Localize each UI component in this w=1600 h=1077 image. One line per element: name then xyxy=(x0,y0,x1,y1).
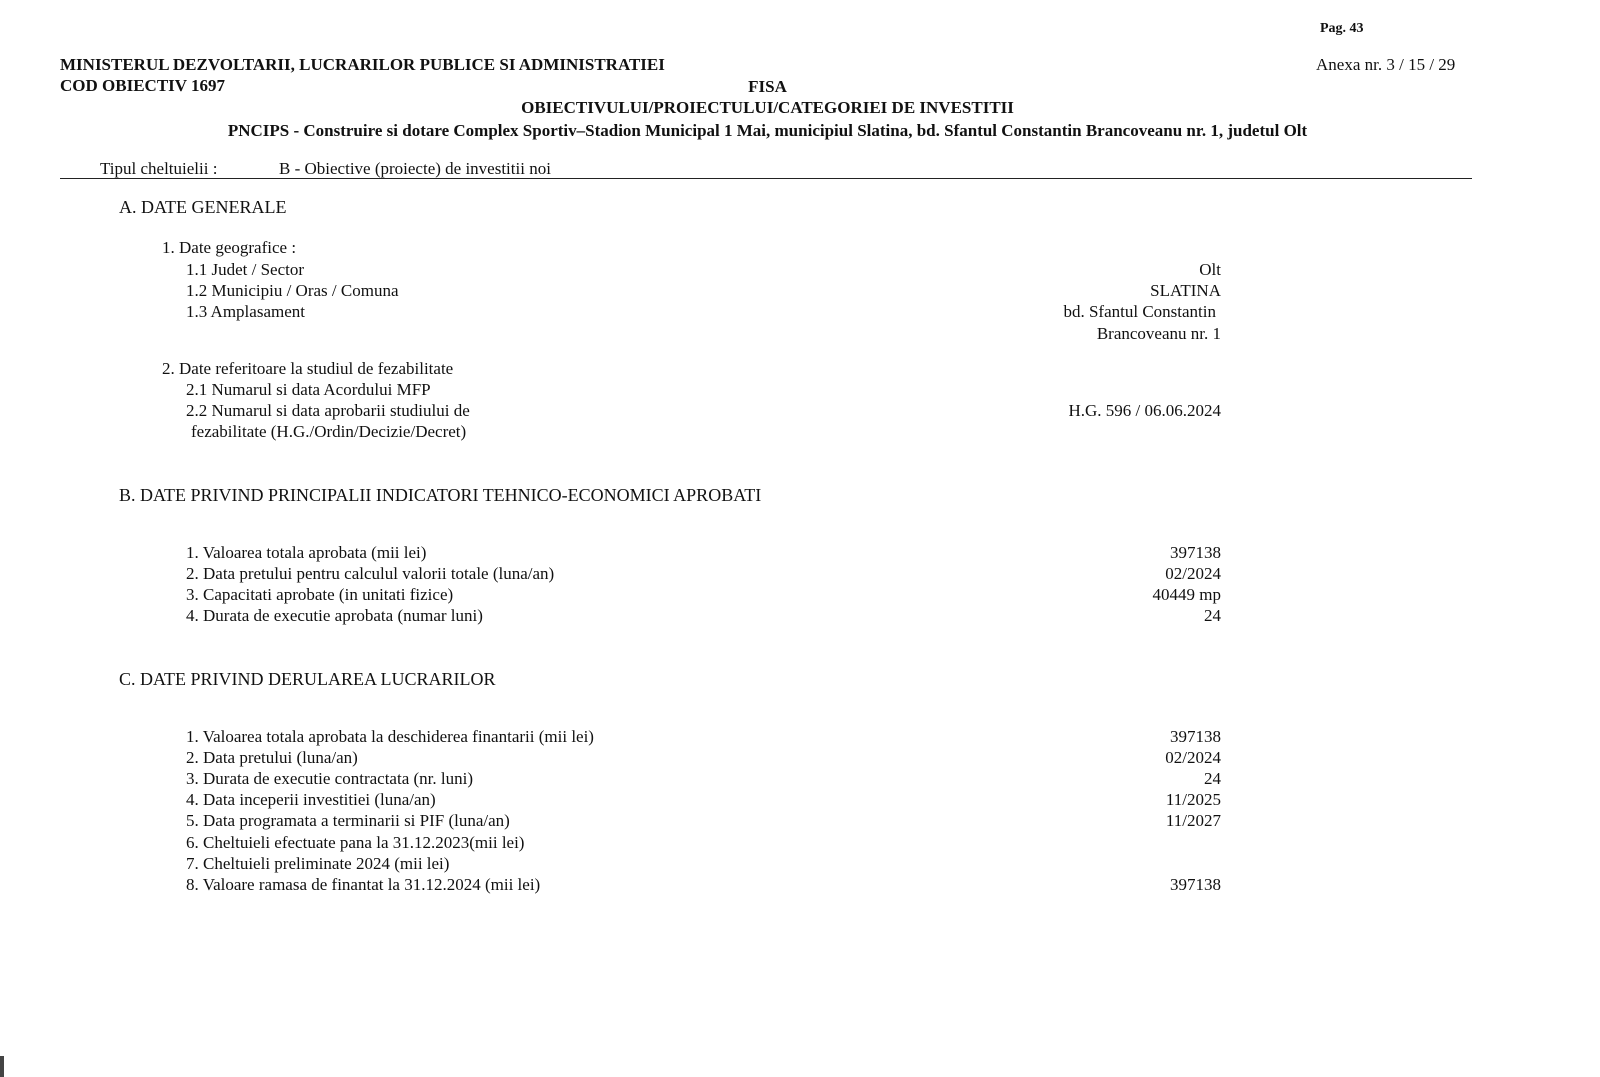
section-c-row-value: 397138 xyxy=(1170,727,1221,746)
section-c-row-value: 11/2027 xyxy=(1165,811,1221,830)
city-value: SLATINA xyxy=(1150,281,1221,300)
section-c-row-label: 2. Data pretului (luna/an) xyxy=(186,748,358,767)
section-c-row-label: 1. Valoarea totala aprobata la deschiderea finantarii (mii lei) xyxy=(186,727,594,746)
expense-type-label: Tipul cheltuielii : xyxy=(100,159,218,178)
objective-code: COD OBIECTIV 1697 xyxy=(60,76,225,95)
section-c-title: C. DATE PRIVIND DERULAREA LUCRARILOR xyxy=(119,669,496,689)
edge-scan-mark xyxy=(0,1056,4,1077)
section-c-row-label: 3. Durata de executie contractata (nr. luni) xyxy=(186,769,473,788)
section-b-row-label: 4. Durata de executie aprobata (numar luni) xyxy=(186,606,483,625)
approval-value: H.G. 596 / 06.06.2024 xyxy=(1068,401,1221,420)
city-label: 1.2 Municipiu / Oras / Comuna xyxy=(186,281,399,300)
county-label: 1.1 Judet / Sector xyxy=(186,260,305,279)
expense-type-value: B - Obiective (proiecte) de investitii noi xyxy=(279,159,551,178)
section-b-row-value: 02/2024 xyxy=(1165,564,1221,583)
section-b-row-value: 40449 mp xyxy=(1152,585,1221,604)
header-divider xyxy=(60,178,1472,179)
document-title: FISA xyxy=(748,77,787,96)
geo-title: 1. Date geografice : xyxy=(162,238,297,257)
feasibility-title: 2. Date referitoare la studiul de fezabilitate xyxy=(162,359,454,378)
section-a-title: A. DATE GENERALE xyxy=(119,197,287,217)
section-c-row-value: 02/2024 xyxy=(1165,748,1221,767)
page-number: Pag. 43 xyxy=(1320,21,1364,36)
approval-label-line-2: fezabilitate (H.G./Ordin/Decizie/Decret) xyxy=(191,422,467,441)
section-c-row-label: 8. Valoare ramasa de finantat la 31.12.2024 (mii lei) xyxy=(186,875,541,894)
county-value: Olt xyxy=(1199,260,1221,279)
section-c-row-value: 24 xyxy=(1204,769,1221,788)
section-b-row-value: 24 xyxy=(1204,606,1221,625)
location-value-line-2: Brancoveanu nr. 1 xyxy=(1096,324,1221,343)
section-c-row-value: 397138 xyxy=(1170,875,1221,894)
approval-label-line-1: 2.2 Numarul si data aprobarii studiului de xyxy=(186,401,470,420)
section-b-row-label: 3. Capacitati aprobate (in unitati fizice) xyxy=(186,585,454,604)
project-name: PNCIPS - Construire si dotare Complex Sportiv–Stadion Municipal 1 Mai, municipiul Slatina, bd. Sfantul Constantin Brancoveanu nr. 1, judetul Olt xyxy=(227,121,1308,140)
annex-number: Anexa nr. 3 / 15 / 29 xyxy=(1316,55,1456,74)
section-b-row-value: 397138 xyxy=(1170,543,1221,562)
location-label: 1.3 Amplasament xyxy=(186,302,305,321)
section-b-row-label: 1. Valoarea totala aprobata (mii lei) xyxy=(186,543,427,562)
mfp-agreement-label: 2.1 Numarul si data Acordului MFP xyxy=(186,380,431,399)
section-c-row-label: 7. Cheltuieli preliminate 2024 (mii lei) xyxy=(186,854,450,873)
section-c-row-label: 4. Data inceperii investitiei (luna/an) xyxy=(186,790,436,809)
section-b-row-label: 2. Data pretului pentru calculul valorii totale (luna/an) xyxy=(186,564,555,583)
section-b-title: B. DATE PRIVIND PRINCIPALII INDICATORI TEHNICO-ECONOMICI APROBATI xyxy=(119,485,762,505)
section-c-row-value: 11/2025 xyxy=(1165,790,1221,809)
section-c-row-label: 5. Data programata a terminarii si PIF (luna/an) xyxy=(186,811,510,830)
section-c-row-label: 6. Cheltuieli efectuate pana la 31.12.2023(mii lei) xyxy=(186,833,525,852)
ministry-name: MINISTERUL DEZVOLTARII, LUCRARILOR PUBLICE SI ADMINISTRATIEI xyxy=(60,55,665,74)
document-subtitle: OBIECTIVULUI/PROIECTULUI/CATEGORIEI DE INVESTITII xyxy=(521,98,1014,117)
location-value-line-1: bd. Sfantul Constantin xyxy=(1063,302,1216,321)
